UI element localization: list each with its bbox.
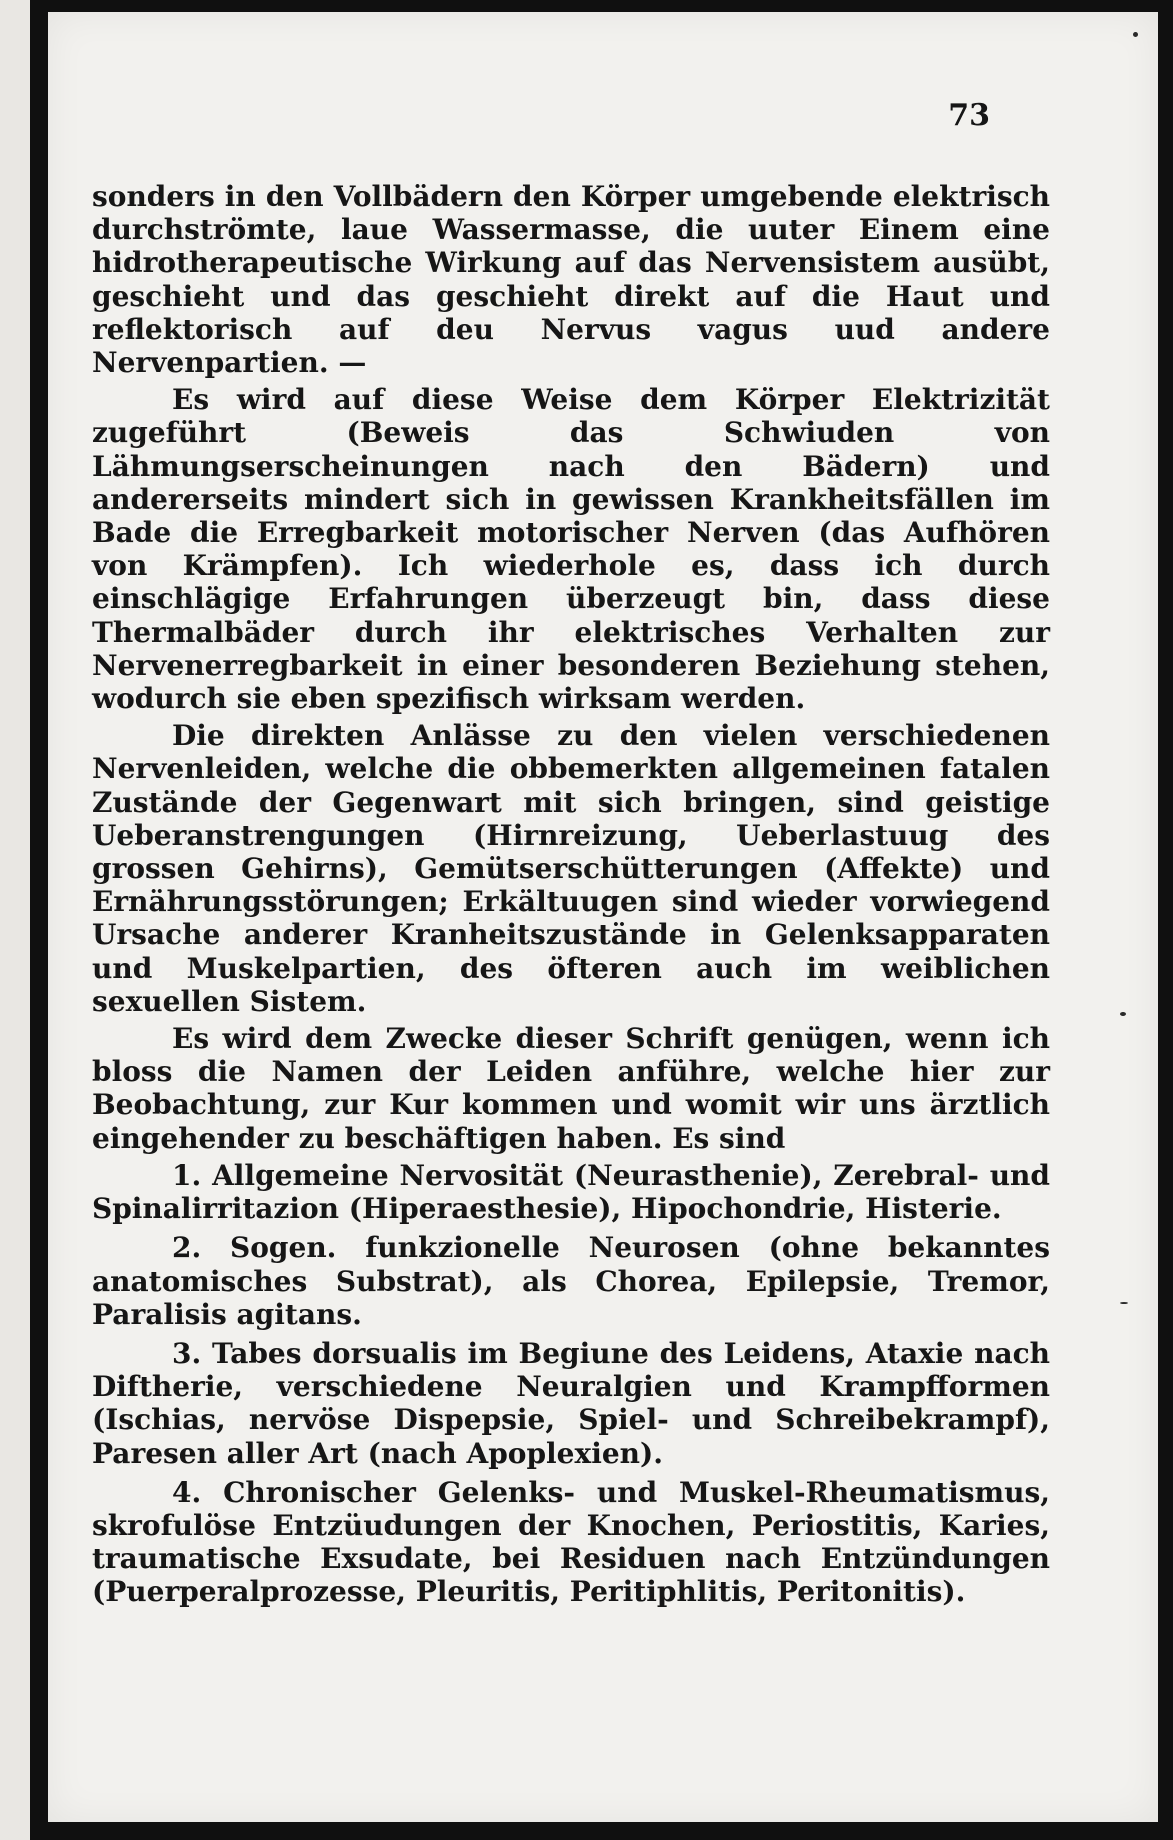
list-item-3: 3. Tabes dorsualis im Begiune des Leidens, Ataxie nach Diftherie, verschiedene Neuralgien und Krampfformen (Ischias, nervöse Dispepsie, Spiel- und Schreibekrampf), Paresen aller Art (nach Apoplexien).: [92, 1336, 1050, 1470]
scan-speck: [1133, 32, 1138, 37]
adjacent-page-edge: [0, 0, 30, 1840]
scan-speck: [1120, 1302, 1128, 1304]
page-number: 73: [948, 98, 990, 133]
list-item-4: 4. Chronischer Gelenks- und Muskel-Rheumatismus, skrofulöse Entzüudungen der Knochen, Periostitis, Karies, traumatische Exsudate, bei Residuen nach Entzündungen (Puerperalprozesse, Pleuritis, Peritiphlitis, Peritonitis).: [92, 1475, 1050, 1609]
paragraph-4: Es wird dem Zwecke dieser Schrift genügen, wenn ich bloss die Namen der Leiden anführe, welche hier zur Beobachtung, zur Kur kommen und womit wir uns ärztlich eingehender zu beschäftigen haben. Es sind: [92, 1022, 1050, 1155]
paragraph-2: Es wird auf diese Weise dem Körper Elektrizität zugeführt (Beweis das Schwiuden von Lähmungserscheinungen nach den Bädern) und andererseits mindert sich in gewissen Krankheitsfällen im Bade die Erregbarkeit motorischer Nerven (das Aufhören von Krämpfen). Ich wiederhole es, dass ich durch einschlägige Erfahrungen überzeugt bin, dass diese Thermalbäder durch ihr elektrisches Verhalten zur Nervenerregbarkeit in einer besonderen Beziehung stehen, wodurch sie eben spezifisch wirksam werden.: [92, 383, 1050, 716]
book-page: [48, 12, 1158, 1822]
list-item-1: 1. Allgemeine Nervosität (Neurasthenie), Zerebral- und Spinalirritazion (Hiperaesthesie), Hipochondrie, Histerie.: [92, 1158, 1050, 1226]
paragraph-1: sonders in den Vollbädern den Körper umgebende elektrisch durchströmte, laue Wassermasse, die uuter Einem eine hidrotherapeutische Wirkung auf das Nervensistem ausübt, geschieht und das geschieht direkt auf die Haut und reflektorisch auf deu Nervus vagus uud andere Nervenpartien. —: [92, 180, 1050, 380]
body-text: [92, 180, 1050, 1615]
paragraph-3: Die direkten Anlässe zu den vielen verschiedenen Nervenleiden, welche die obbemerkten allgemeinen fatalen Zustände der Gegenwart mit sich bringen, sind geistige Ueberanstrengungen (Hirnreizung, Ueberlastuug des grossen Gehirns), Gemütserschütterungen (Affekte) und Ernährungsstörungen; Erkältuugen sind wieder vorwiegend Ursache anderer Kranheitszustände in Gelenksapparaten und Muskelpartien, des öfteren auch im weiblichen sexuellen Sistem.: [92, 719, 1050, 1018]
scan-speck: [1120, 1012, 1126, 1016]
list-item-2: 2. Sogen. funkzionelle Neurosen (ohne bekanntes anatomisches Substrat), als Chorea, Epilepsie, Tremor, Paralisis agitans.: [92, 1231, 1050, 1331]
